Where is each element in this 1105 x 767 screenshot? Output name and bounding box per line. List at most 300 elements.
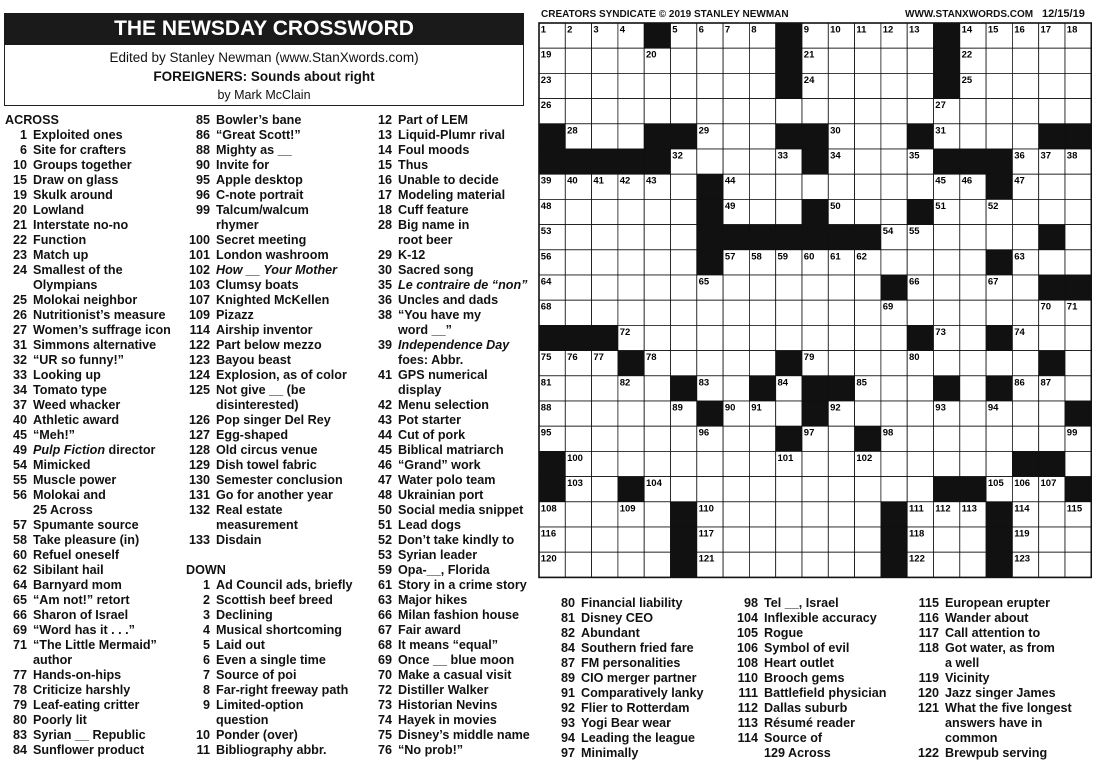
grid-cell[interactable] (565, 376, 591, 401)
grid-cell[interactable] (592, 527, 618, 552)
grid-cell[interactable] (802, 502, 828, 527)
grid-cell[interactable] (802, 552, 828, 577)
grid-cell[interactable] (644, 225, 670, 250)
grid-cell[interactable] (697, 99, 723, 124)
grid-cell[interactable] (960, 426, 986, 451)
grid-cell[interactable] (1039, 73, 1065, 98)
grid-cell[interactable] (697, 325, 723, 350)
grid-cell[interactable] (565, 527, 591, 552)
grid-cell[interactable] (1039, 99, 1065, 124)
grid-cell[interactable] (671, 225, 697, 250)
clue-item (368, 698, 530, 713)
grid-cell[interactable] (723, 502, 749, 527)
grid-cell[interactable] (934, 225, 960, 250)
clue-number: 12 (377, 113, 392, 127)
grid-cell[interactable] (1065, 99, 1091, 124)
grid-cell[interactable] (1012, 275, 1038, 300)
grid-cell[interactable] (986, 451, 1012, 476)
grid-cell[interactable] (697, 477, 723, 502)
clue-text: Even a single time (216, 653, 326, 667)
grid-cell[interactable] (644, 199, 670, 224)
clue-text: Weed whacker (33, 398, 121, 412)
grid-cell[interactable] (907, 174, 933, 199)
grid-cell[interactable] (855, 502, 881, 527)
grid-cell[interactable] (1012, 48, 1038, 73)
grid-cell[interactable] (671, 300, 697, 325)
theme-line: FOREIGNERS: Sounds about right (153, 69, 375, 84)
grid-cell[interactable] (1012, 73, 1038, 98)
grid-cell[interactable] (592, 99, 618, 124)
grid-cell[interactable] (618, 124, 644, 149)
grid-cell[interactable] (776, 99, 802, 124)
grid-cell[interactable] (1065, 225, 1091, 250)
grid-cell[interactable] (697, 451, 723, 476)
grid-cell[interactable] (934, 275, 960, 300)
grid-cell[interactable] (1039, 426, 1065, 451)
grid-cell[interactable] (1039, 174, 1065, 199)
grid-cell[interactable] (749, 527, 775, 552)
grid-cell[interactable] (644, 275, 670, 300)
grid-cell[interactable] (723, 149, 749, 174)
grid-cell[interactable] (592, 199, 618, 224)
grid-cell[interactable] (644, 552, 670, 577)
grid-cell[interactable] (1039, 325, 1065, 350)
clue-item (368, 278, 530, 293)
grid-cell[interactable] (828, 325, 854, 350)
grid-cell[interactable] (592, 502, 618, 527)
grid-cell[interactable] (960, 325, 986, 350)
grid-cell[interactable] (565, 401, 591, 426)
grid-cell[interactable] (618, 73, 644, 98)
grid-cell[interactable] (671, 48, 697, 73)
grid-cell[interactable] (618, 527, 644, 552)
grid-cell[interactable] (960, 99, 986, 124)
grid-cell[interactable] (776, 502, 802, 527)
grid-cell[interactable] (855, 99, 881, 124)
grid-cell[interactable] (1039, 199, 1065, 224)
grid-cell[interactable] (723, 552, 749, 577)
grid-cell[interactable] (1065, 552, 1091, 577)
grid-cell[interactable] (644, 451, 670, 476)
cell-number: 117 (698, 528, 714, 540)
grid-cell[interactable] (828, 73, 854, 98)
grid-cell[interactable] (802, 527, 828, 552)
grid-cell[interactable] (749, 275, 775, 300)
cell-number: 35 (909, 150, 920, 162)
grid-cell[interactable] (986, 124, 1012, 149)
grid-cell[interactable] (749, 552, 775, 577)
grid-cell[interactable] (855, 325, 881, 350)
grid-cell[interactable] (828, 48, 854, 73)
grid-cell[interactable] (644, 73, 670, 98)
grid-cell[interactable] (960, 401, 986, 426)
grid-cell[interactable] (644, 527, 670, 552)
grid-cell[interactable] (618, 426, 644, 451)
grid-cell[interactable] (934, 300, 960, 325)
cell-number: 83 (698, 377, 710, 389)
grid-cell[interactable] (618, 99, 644, 124)
grid-cell[interactable] (934, 426, 960, 451)
grid-cell[interactable] (986, 300, 1012, 325)
grid-cell[interactable] (855, 124, 881, 149)
grid-cell[interactable] (565, 99, 591, 124)
grid-cell[interactable] (644, 426, 670, 451)
grid-cell[interactable] (1065, 527, 1091, 552)
grid-cell[interactable] (934, 351, 960, 376)
grid-cell[interactable] (723, 48, 749, 73)
grid-cell[interactable] (618, 451, 644, 476)
grid-cell[interactable] (776, 174, 802, 199)
grid-cell[interactable] (986, 99, 1012, 124)
grid-cell[interactable] (776, 401, 802, 426)
grid-cell[interactable] (828, 502, 854, 527)
grid-cell[interactable] (749, 426, 775, 451)
grid-cell[interactable] (986, 426, 1012, 451)
grid-cell[interactable] (565, 250, 591, 275)
grid-cell[interactable] (907, 99, 933, 124)
grid-cell[interactable] (776, 300, 802, 325)
grid-cell[interactable] (671, 451, 697, 476)
grid-cell[interactable] (565, 225, 591, 250)
grid-cell[interactable] (1012, 199, 1038, 224)
grid-cell[interactable] (592, 552, 618, 577)
grid-cell[interactable] (697, 351, 723, 376)
grid-cell[interactable] (749, 174, 775, 199)
grid-cell[interactable] (671, 99, 697, 124)
grid-cell[interactable] (644, 325, 670, 350)
grid-cell[interactable] (592, 451, 618, 476)
grid-cell[interactable] (960, 199, 986, 224)
grid-cell[interactable] (723, 477, 749, 502)
grid-cell[interactable] (749, 124, 775, 149)
grid-cell[interactable] (934, 527, 960, 552)
grid-cell[interactable] (960, 527, 986, 552)
grid-cell[interactable] (723, 426, 749, 451)
clue-item (368, 248, 530, 263)
grid-cell[interactable] (723, 99, 749, 124)
grid-cell[interactable] (618, 225, 644, 250)
grid-cell[interactable] (592, 426, 618, 451)
grid-cell[interactable] (592, 73, 618, 98)
grid-cell[interactable] (907, 401, 933, 426)
cell-number: 42 (619, 175, 631, 187)
grid-cell[interactable] (802, 451, 828, 476)
clue-text: answers have in (945, 716, 1043, 730)
grid-cell[interactable] (855, 527, 881, 552)
grid-cell[interactable] (776, 477, 802, 502)
grid-cell[interactable] (565, 199, 591, 224)
grid-cell[interactable] (1065, 351, 1091, 376)
grid-cell[interactable] (1065, 199, 1091, 224)
grid-cell[interactable] (828, 552, 854, 577)
grid-cell[interactable] (618, 199, 644, 224)
grid-cell[interactable] (986, 351, 1012, 376)
grid-cell[interactable] (960, 351, 986, 376)
grid-cell[interactable] (881, 451, 907, 476)
grid-cell[interactable] (1012, 401, 1038, 426)
grid-cell[interactable] (802, 275, 828, 300)
grid-cell[interactable] (855, 552, 881, 577)
grid-cell[interactable] (1012, 124, 1038, 149)
clue-item (186, 683, 352, 698)
grid-cell[interactable] (881, 477, 907, 502)
grid-cell[interactable] (723, 351, 749, 376)
grid-cell[interactable] (644, 502, 670, 527)
grid-cell[interactable] (828, 426, 854, 451)
grid-cell[interactable] (671, 426, 697, 451)
grid-cell[interactable] (723, 275, 749, 300)
grid-cell[interactable] (749, 48, 775, 73)
grid-cell[interactable] (960, 250, 986, 275)
grid-cell[interactable] (697, 73, 723, 98)
grid-cell[interactable] (828, 300, 854, 325)
grid-cell[interactable] (881, 149, 907, 174)
black-square (1039, 225, 1065, 250)
grid-cell[interactable] (592, 477, 618, 502)
grid-cell[interactable] (828, 99, 854, 124)
grid-cell[interactable] (592, 250, 618, 275)
grid-cell[interactable] (907, 300, 933, 325)
grid-cell[interactable] (565, 300, 591, 325)
grid-cell[interactable] (934, 552, 960, 577)
grid-cell[interactable] (749, 149, 775, 174)
grid-cell[interactable] (697, 149, 723, 174)
grid-cell[interactable] (828, 451, 854, 476)
grid-cell[interactable] (749, 99, 775, 124)
grid-cell[interactable] (618, 300, 644, 325)
grid-cell[interactable] (1065, 451, 1091, 476)
grid-cell[interactable] (855, 401, 881, 426)
grid-cell[interactable] (907, 477, 933, 502)
grid-cell[interactable] (1012, 300, 1038, 325)
grid-cell[interactable] (960, 225, 986, 250)
grid-cell[interactable] (592, 124, 618, 149)
grid-cell[interactable] (881, 73, 907, 98)
clue-number: 18 (377, 203, 392, 217)
black-square (776, 426, 802, 451)
grid-cell[interactable] (565, 426, 591, 451)
grid-cell[interactable] (644, 401, 670, 426)
clue-item (368, 653, 530, 668)
grid-cell[interactable] (749, 451, 775, 476)
grid-cell[interactable] (1012, 99, 1038, 124)
grid-cell[interactable] (1039, 250, 1065, 275)
grid-cell[interactable] (1065, 73, 1091, 98)
grid-cell[interactable] (723, 325, 749, 350)
grid-cell[interactable] (644, 250, 670, 275)
clue-number: 107 (188, 293, 210, 307)
grid-cell[interactable] (618, 275, 644, 300)
clue-text: Smallest of the (33, 263, 123, 277)
grid-cell[interactable] (565, 275, 591, 300)
clue-text: disinterested) (216, 398, 299, 412)
grid-cell[interactable] (881, 376, 907, 401)
grid-cell[interactable] (618, 401, 644, 426)
cell-number: 63 (1014, 251, 1025, 263)
grid-cell[interactable] (592, 225, 618, 250)
grid-cell[interactable] (960, 552, 986, 577)
crossword-grid[interactable] (538, 22, 1092, 579)
grid-cell[interactable] (960, 275, 986, 300)
grid-cell[interactable] (986, 225, 1012, 250)
grid-cell[interactable] (881, 124, 907, 149)
grid-cell[interactable] (671, 325, 697, 350)
grid-cell[interactable] (776, 325, 802, 350)
grid-cell[interactable] (671, 275, 697, 300)
clue-number: 50 (377, 503, 392, 517)
grid-cell[interactable] (828, 351, 854, 376)
grid-cell[interactable] (881, 48, 907, 73)
grid-cell[interactable] (881, 325, 907, 350)
grid-cell[interactable] (855, 300, 881, 325)
grid-cell[interactable] (1039, 48, 1065, 73)
grid-cell[interactable] (881, 351, 907, 376)
grid-cell[interactable] (855, 73, 881, 98)
grid-cell[interactable] (1012, 426, 1038, 451)
grid-cell[interactable] (723, 124, 749, 149)
grid-cell[interactable] (907, 73, 933, 98)
grid-cell[interactable] (855, 199, 881, 224)
clue-text: Foul moods (398, 143, 470, 157)
grid-cell[interactable] (907, 376, 933, 401)
cell-number: 40 (567, 175, 578, 187)
grid-cell[interactable] (749, 199, 775, 224)
grid-cell[interactable] (986, 73, 1012, 98)
grid-cell[interactable] (1039, 552, 1065, 577)
grid-cell[interactable] (855, 275, 881, 300)
grid-cell[interactable] (907, 426, 933, 451)
grid-cell[interactable] (644, 99, 670, 124)
grid-cell[interactable] (960, 124, 986, 149)
grid-cell[interactable] (802, 325, 828, 350)
grid-cell[interactable] (986, 48, 1012, 73)
grid-cell[interactable] (934, 250, 960, 275)
grid-cell[interactable] (618, 48, 644, 73)
grid-cell[interactable] (565, 552, 591, 577)
clue-text: Old circus venue (216, 443, 318, 457)
grid-cell[interactable] (749, 325, 775, 350)
grid-cell[interactable] (592, 401, 618, 426)
grid-cell[interactable] (960, 451, 986, 476)
clue-item (911, 641, 1072, 656)
grid-cell[interactable] (671, 351, 697, 376)
grid-cell[interactable] (1065, 48, 1091, 73)
grid-cell[interactable] (1065, 250, 1091, 275)
grid-cell[interactable] (776, 527, 802, 552)
cell-number: 5 (672, 24, 678, 36)
grid-cell[interactable] (802, 300, 828, 325)
clue-number: 96 (195, 188, 210, 202)
grid-cell[interactable] (618, 552, 644, 577)
grid-cell[interactable] (723, 376, 749, 401)
grid-cell[interactable] (592, 275, 618, 300)
grid-cell[interactable] (671, 477, 697, 502)
grid-cell[interactable] (671, 199, 697, 224)
clue-item (368, 218, 530, 233)
grid-cell[interactable] (802, 174, 828, 199)
grid-cell[interactable] (697, 300, 723, 325)
grid-cell[interactable] (881, 401, 907, 426)
grid-cell[interactable] (671, 250, 697, 275)
grid-cell[interactable] (723, 451, 749, 476)
grid-cell[interactable] (907, 250, 933, 275)
grid-cell[interactable] (776, 199, 802, 224)
clue-item (5, 128, 171, 143)
grid-cell[interactable] (644, 300, 670, 325)
grid-cell[interactable] (960, 376, 986, 401)
grid-cell[interactable] (907, 451, 933, 476)
grid-cell[interactable] (592, 48, 618, 73)
grid-cell[interactable] (828, 275, 854, 300)
clue-item (186, 308, 352, 323)
grid-cell[interactable] (1039, 527, 1065, 552)
cell-number: 48 (540, 200, 552, 212)
grid-cell[interactable] (1012, 225, 1038, 250)
grid-cell[interactable] (1065, 325, 1091, 350)
grid-cell[interactable] (671, 174, 697, 199)
grid-cell[interactable] (1039, 401, 1065, 426)
grid-cell[interactable] (828, 527, 854, 552)
black-square (1065, 124, 1091, 149)
grid-cell[interactable] (881, 99, 907, 124)
grid-cell[interactable] (565, 502, 591, 527)
grid-cell[interactable] (749, 300, 775, 325)
grid-cell[interactable] (749, 502, 775, 527)
grid-cell[interactable] (565, 73, 591, 98)
clue-number: 49 (12, 443, 27, 457)
grid-cell[interactable] (749, 477, 775, 502)
grid-cell[interactable] (828, 174, 854, 199)
grid-cell[interactable] (776, 552, 802, 577)
grid-cell[interactable] (723, 527, 749, 552)
clue-number: 11 (196, 743, 210, 757)
grid-cell[interactable] (855, 174, 881, 199)
grid-cell[interactable] (855, 477, 881, 502)
grid-cell[interactable] (855, 48, 881, 73)
grid-cell[interactable] (749, 351, 775, 376)
grid-cell[interactable] (776, 275, 802, 300)
grid-cell[interactable] (1065, 174, 1091, 199)
grid-cell[interactable] (592, 376, 618, 401)
section-heading: DOWN (186, 563, 226, 577)
clue-number: 40 (12, 413, 27, 427)
grid-cell[interactable] (723, 300, 749, 325)
clue-text: Knighted McKellen (216, 293, 330, 307)
grid-cell[interactable] (934, 451, 960, 476)
grid-cell[interactable] (671, 73, 697, 98)
grid-cell[interactable] (907, 48, 933, 73)
grid-cell[interactable] (1012, 351, 1038, 376)
grid-cell[interactable] (855, 351, 881, 376)
grid-cell[interactable] (697, 48, 723, 73)
grid-cell[interactable] (618, 250, 644, 275)
grid-cell[interactable] (723, 73, 749, 98)
grid-cell[interactable] (1065, 376, 1091, 401)
grid-cell[interactable] (802, 99, 828, 124)
grid-cell[interactable] (1039, 502, 1065, 527)
grid-cell[interactable] (855, 149, 881, 174)
grid-cell[interactable] (960, 300, 986, 325)
grid-cell[interactable] (644, 376, 670, 401)
grid-cell[interactable] (881, 250, 907, 275)
grid-cell[interactable] (828, 477, 854, 502)
grid-cell[interactable] (592, 300, 618, 325)
grid-cell[interactable] (565, 48, 591, 73)
grid-cell[interactable] (881, 199, 907, 224)
grid-cell[interactable] (881, 174, 907, 199)
grid-cell[interactable] (802, 477, 828, 502)
grid-cell[interactable] (749, 73, 775, 98)
